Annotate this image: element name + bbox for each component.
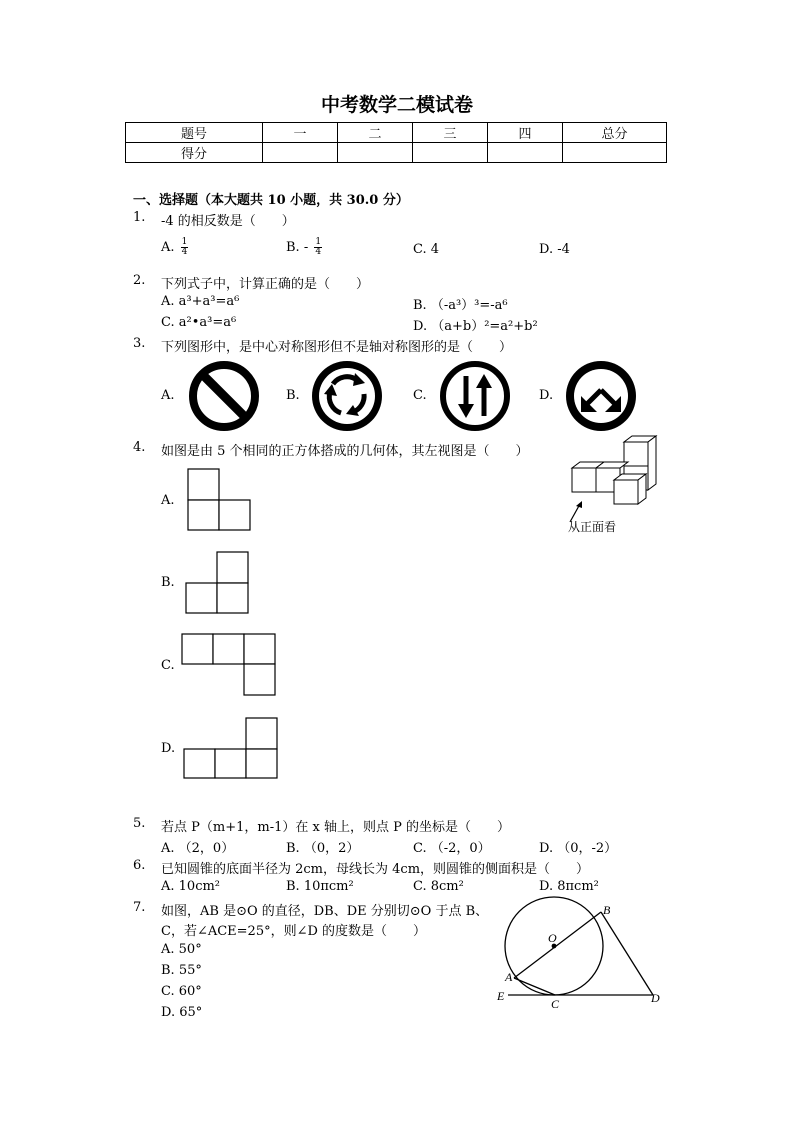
score-input-cell[interactable] xyxy=(563,143,667,163)
option-b: B. 10πcm² xyxy=(286,879,354,894)
question-stem: 下列图形中，是中心对称图形但不是轴对称图形的是（ ） xyxy=(161,340,513,355)
option-b: B. （-a³）³=-a⁶ xyxy=(413,298,508,313)
option-c: C. a²•a³=a⁶ xyxy=(161,315,237,330)
page-title: 中考数学二模试卷 xyxy=(320,94,473,116)
denominator: 4 xyxy=(181,247,188,257)
question-number: 2. xyxy=(133,273,146,288)
option-b: B. xyxy=(161,575,175,590)
score-table-score-row xyxy=(126,143,667,163)
point-label-b: B xyxy=(603,903,611,917)
option-c-view-figure xyxy=(181,633,277,697)
cube-stack-figure xyxy=(568,434,660,504)
option-d-view-figure xyxy=(183,717,279,781)
question-stem: 若点 P（m+1，m-1）在 x 轴上，则点 P 的坐标是（ ） xyxy=(161,820,510,835)
figure-caption: 从正面看 xyxy=(568,520,617,534)
option-b-view-figure xyxy=(185,551,251,615)
question-number: 6. xyxy=(133,858,146,873)
score-input-cell[interactable] xyxy=(338,143,413,163)
no-entry-sign-icon xyxy=(186,360,262,432)
option-d: D. （0，-2） xyxy=(539,841,618,856)
question-number: 3. xyxy=(133,336,146,351)
score-table xyxy=(125,122,667,163)
fraction xyxy=(181,238,189,257)
option-d: D. -4 xyxy=(539,242,570,257)
circle-tangent-figure xyxy=(494,898,670,1014)
question-number: 7. xyxy=(133,900,146,915)
score-table-header-row xyxy=(126,123,667,143)
option-a-view-figure xyxy=(187,468,253,532)
option-d: D. 65° xyxy=(161,1005,203,1020)
score-header-cell: 一 xyxy=(263,123,338,143)
option-a: A. a³+a³=a⁶ xyxy=(161,294,240,309)
denominator: 4 xyxy=(315,247,322,257)
numerator: 1 xyxy=(315,237,322,247)
score-input-cell[interactable] xyxy=(488,143,563,163)
option-label: A. xyxy=(161,240,175,255)
question-stem-line-2: C，若∠ACE=25°，则∠D 的度数是（ ） xyxy=(161,924,427,939)
score-header-cell: 四 xyxy=(488,123,563,143)
score-row-label: 得分 xyxy=(126,143,263,163)
option-a: A. 10cm² xyxy=(161,879,221,894)
point-label-c: C xyxy=(551,997,560,1011)
question-stem: 已知圆锥的底面半径为 2cm，母线长为 4cm，则圆锥的侧面积是（ ） xyxy=(161,862,590,877)
option-c: C. xyxy=(161,658,175,673)
score-header-cell: 总分 xyxy=(563,123,667,143)
option-b: B. 55° xyxy=(161,963,202,978)
question-stem-line-1: 如图，AB 是⊙O 的直径，DB、DE 分别切⊙O 于点 B、 xyxy=(161,904,489,919)
diverging-arrows-sign-icon xyxy=(565,360,637,432)
option-d: D. xyxy=(539,388,554,403)
option-c: C. xyxy=(413,388,427,403)
option-label: B. - xyxy=(286,240,309,255)
option-b: B. （0，2） xyxy=(286,841,360,856)
question-number: 4. xyxy=(133,440,146,455)
score-header-cell: 二 xyxy=(338,123,413,143)
option-a: A. xyxy=(161,388,175,403)
point-label-o: O xyxy=(548,931,557,945)
option-c: C. 4 xyxy=(413,242,440,257)
question-number: 1. xyxy=(133,210,146,225)
option-c: C. 8cm² xyxy=(413,879,464,894)
option-a: A. （2，0） xyxy=(161,841,235,856)
score-input-cell[interactable] xyxy=(263,143,338,163)
option-a: A. xyxy=(161,493,175,508)
option-c: C. （-2，0） xyxy=(413,841,491,856)
numerator: 1 xyxy=(181,237,188,247)
option-b: B. xyxy=(286,388,300,403)
point-label-a: A xyxy=(505,970,513,984)
fraction xyxy=(314,238,322,257)
point-label-d: D xyxy=(651,991,660,1005)
option-b xyxy=(286,238,322,257)
question-stem: -4 的相反数是（ ） xyxy=(161,214,295,229)
section-heading: 一、选择题（本大题共 10 小题，共 30.0 分） xyxy=(133,193,409,208)
question-number: 5. xyxy=(133,816,146,831)
score-input-cell[interactable] xyxy=(413,143,488,163)
point-label-e: E xyxy=(497,989,505,1003)
option-a: A. 50° xyxy=(161,942,202,957)
option-a xyxy=(161,238,188,257)
question-stem: 下列式子中，计算正确的是（ ） xyxy=(161,277,370,292)
score-header-cell: 三 xyxy=(413,123,488,143)
option-c: C. 60° xyxy=(161,984,202,999)
option-d: D. （a+b）²=a²+b² xyxy=(413,319,538,334)
option-d: D. 8πcm² xyxy=(539,879,599,894)
score-header-cell: 题号 xyxy=(126,123,263,143)
two-way-arrows-sign-icon xyxy=(439,360,511,432)
option-d: D. xyxy=(161,741,176,756)
question-stem: 如图是由 5 个相同的正方体搭成的几何体，其左视图是（ ） xyxy=(161,444,529,459)
roundabout-sign-icon xyxy=(311,360,383,432)
